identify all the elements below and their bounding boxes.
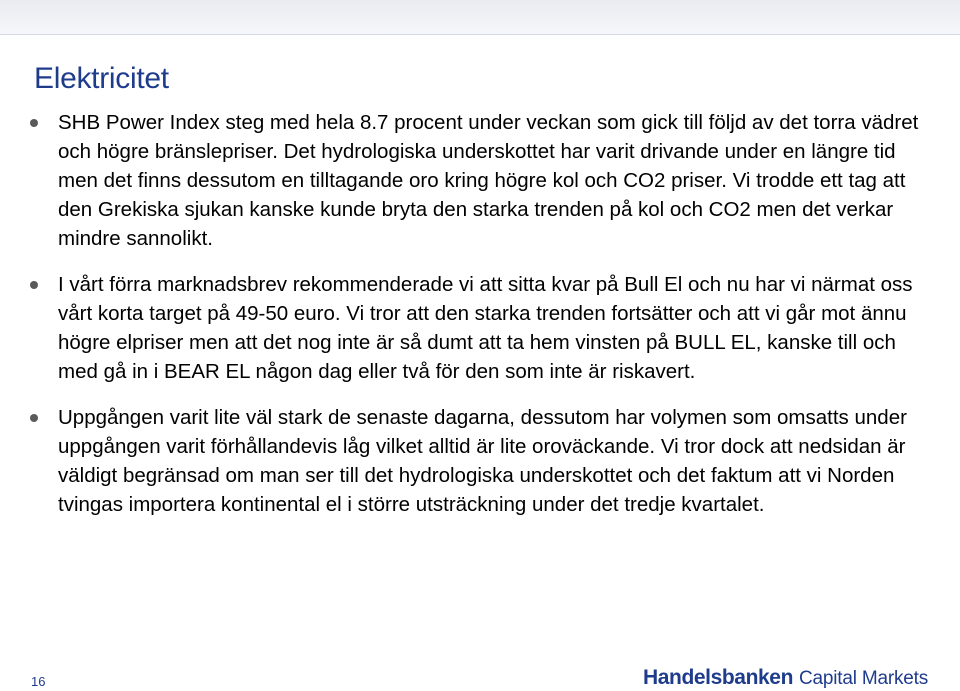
bullet-text: Uppgången varit lite väl stark de senaste dagarna, dessutom har volymen som omsatts under uppgången varit förhållandevis låg vilket alltid är lite oroväckande. Vi tror dock att nedsidan är väldigt begränsad om man ser till det hydrologiska underskottet och det faktum att vi Norden tvingas importera kontinental el i större utsträckning under det tredje kvartalet.: [58, 406, 907, 516]
bullet-dot-icon: [30, 414, 38, 422]
bullet-item: [30, 403, 930, 519]
brand-suffix: Capital Markets: [799, 668, 928, 689]
bullet-dot-icon: [30, 119, 38, 127]
bullet-dot-icon: [30, 281, 38, 289]
bullet-item: [30, 270, 930, 386]
bullet-text: I vårt förra marknadsbrev rekommenderade vi att sitta kvar på Bull El och nu har vi närmat oss vårt korta target på 49-50 euro. Vi tror att den starka trenden fortsätter och att vi går mot ännu högre elpriser men att det nog inte är så dumt att ta hem vinsten på BULL EL, kanske till och med gå in i BEAR EL någon dag eller två för den som inte är riskavert.: [58, 273, 913, 383]
bullet-text: SHB Power Index steg med hela 8.7 procent under veckan som gick till följd av det torra vädret och högre bränslepriser. Det hydrologiska underskottet har varit drivande under en längre tid men det finns dessutom en tilltagande oro kring högre kol och CO2 priser. Vi trodde ett tag att den Grekiska sjukan kanske kunde bryta den starka trenden på kol och CO2 men det verkar mindre sannolikt.: [58, 111, 919, 250]
bullet-list: [30, 108, 930, 519]
header-band: [0, 0, 960, 35]
brand-logo: [643, 666, 928, 690]
bullet-item: [30, 108, 930, 253]
slide-title: Elektricitet: [34, 62, 169, 95]
brand-name: Handelsbanken: [642, 666, 793, 689]
page-number: 16: [31, 674, 46, 689]
